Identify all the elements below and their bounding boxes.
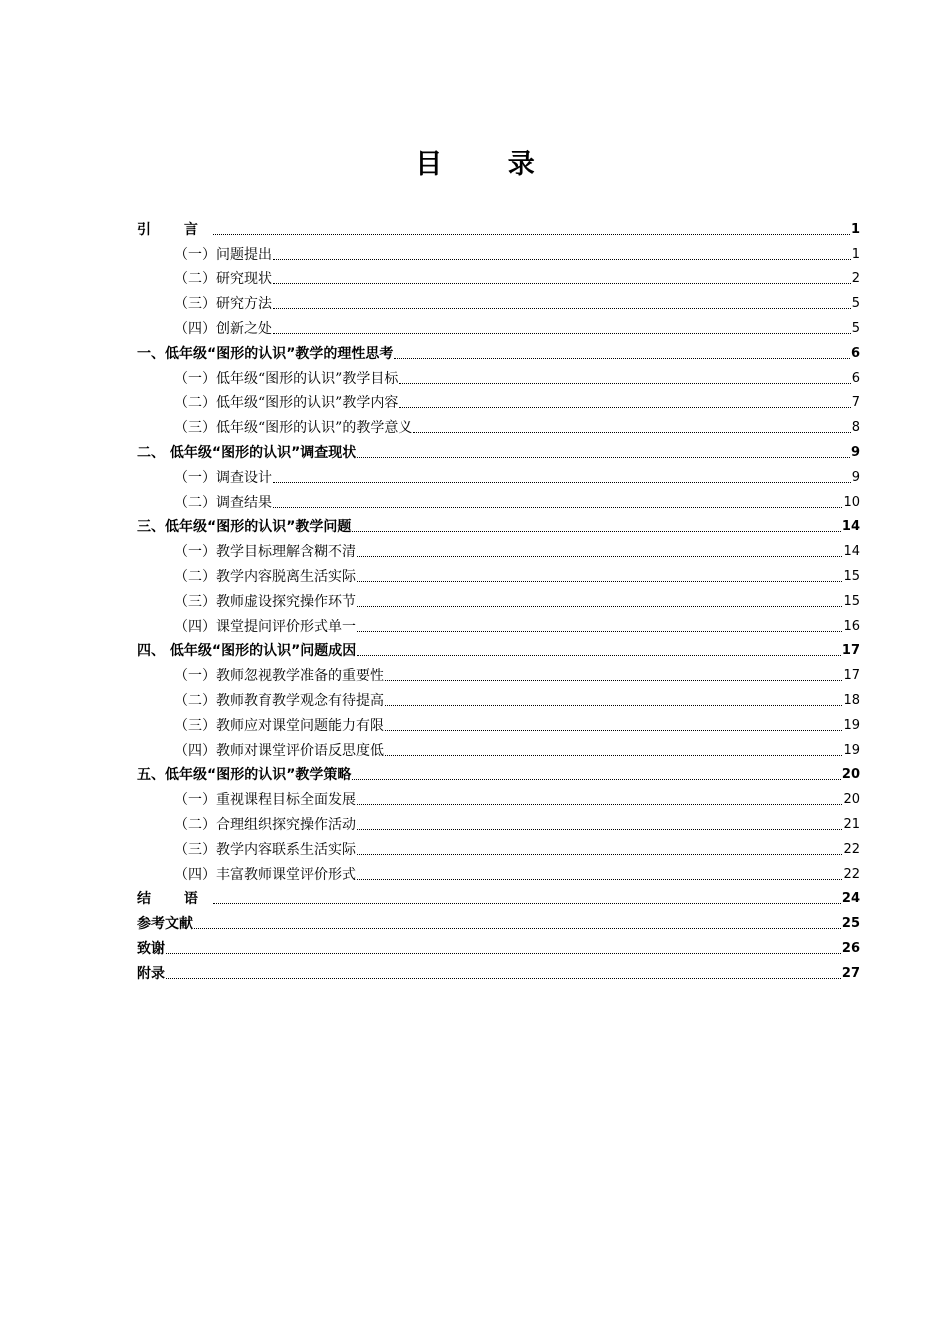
toc-entry-label: （二）研究现状 <box>174 271 272 288</box>
toc-entry[interactable] <box>137 933 860 958</box>
toc-leader-dots <box>357 581 842 582</box>
toc-entry-page-number: 24 <box>841 891 860 907</box>
toc-entry-page-number: 7 <box>851 395 860 411</box>
toc-leader-dots <box>166 978 841 979</box>
toc-leader-dots <box>352 779 841 780</box>
toc-entry[interactable] <box>137 288 860 313</box>
toc-entry-label: （一）问题提出 <box>174 246 272 263</box>
toc-entry-page-number: 20 <box>843 792 860 808</box>
toc-leader-dots <box>413 432 850 433</box>
toc-entry-page-number: 15 <box>843 593 860 609</box>
toc-entry-page-number: 1 <box>850 221 860 237</box>
toc-entry-page-number: 9 <box>851 469 860 485</box>
toc-entry-page-number: 9 <box>850 444 860 460</box>
toc-entry[interactable] <box>137 735 860 760</box>
toc-leader-dots <box>385 680 842 681</box>
toc-leader-dots <box>273 507 842 508</box>
toc-entry-label: 引 言 <box>137 221 212 238</box>
toc-leader-dots <box>357 879 842 880</box>
toc-entry-label: 一、低年级“图形的认识”教学的理性思考 <box>137 345 394 362</box>
toc-entry-page-number: 19 <box>843 742 860 758</box>
toc-entry[interactable] <box>137 412 860 437</box>
toc-entry-page-number: 19 <box>843 717 860 733</box>
toc-entry[interactable] <box>137 834 860 859</box>
toc-entry[interactable] <box>137 884 860 909</box>
toc-entry[interactable] <box>137 363 860 388</box>
toc-entry-label: （一）教师忽视教学准备的重要性 <box>174 668 384 685</box>
toc-entry[interactable] <box>137 239 860 264</box>
toc-leader-dots <box>357 556 842 557</box>
toc-entry-page-number: 26 <box>841 940 860 956</box>
toc-entry-label: （三）教师应对课堂问题能力有限 <box>174 717 384 734</box>
toc-entry[interactable] <box>137 958 860 983</box>
toc-entry-label: （二）调查结果 <box>174 494 272 511</box>
toc-leader-dots <box>385 730 842 731</box>
toc-entry-label: （二）教师教育教学观念有待提高 <box>174 692 384 709</box>
toc-entry-label: （一）低年级“图形的认识”教学目标 <box>174 370 399 387</box>
toc-entry-label: （三）研究方法 <box>174 296 272 313</box>
toc-entry-page-number: 8 <box>851 420 860 436</box>
toc-entry-page-number: 6 <box>850 345 860 361</box>
toc-entry[interactable] <box>137 536 860 561</box>
toc-entry[interactable] <box>137 859 860 884</box>
toc-leader-dots <box>394 358 850 359</box>
toc-entry-label: （二）合理组织探究操作活动 <box>174 816 356 833</box>
toc-leader-dots <box>352 531 841 532</box>
toc-entry[interactable] <box>137 437 860 462</box>
toc-leader-dots <box>357 631 842 632</box>
toc-entry-label: （三）低年级“图形的认识”的教学意义 <box>174 420 413 437</box>
toc-leader-dots <box>213 234 850 235</box>
toc-leader-dots <box>357 655 841 656</box>
toc-entry-label: （二）教学内容脱离生活实际 <box>174 568 356 585</box>
toc-leader-dots <box>357 854 842 855</box>
toc-entry-label: （三）教学内容联系生活实际 <box>174 841 356 858</box>
table-of-contents <box>137 214 860 983</box>
toc-entry-label: 四、 低年级“图形的认识”问题成因 <box>137 643 357 660</box>
toc-entry[interactable] <box>137 685 860 710</box>
toc-entry[interactable] <box>137 660 860 685</box>
toc-leader-dots <box>357 606 842 607</box>
toc-leader-dots <box>273 283 851 284</box>
toc-entry[interactable] <box>137 388 860 413</box>
toc-entry-label: 五、低年级“图形的认识”教学策略 <box>137 767 352 784</box>
toc-entry[interactable] <box>137 487 860 512</box>
toc-title: 目 录 <box>415 149 563 180</box>
toc-entry[interactable] <box>137 710 860 735</box>
toc-entry-page-number: 14 <box>841 519 860 535</box>
toc-leader-dots <box>385 755 842 756</box>
toc-entry-page-number: 10 <box>843 494 860 510</box>
toc-leader-dots <box>166 953 841 954</box>
toc-entry-label: 附录 <box>137 965 165 982</box>
toc-entry[interactable] <box>137 561 860 586</box>
toc-entry-label: （二）低年级“图形的认识”教学内容 <box>174 395 399 412</box>
toc-entry[interactable] <box>137 338 860 363</box>
toc-entry-page-number: 17 <box>841 643 860 659</box>
toc-entry[interactable] <box>137 313 860 338</box>
toc-entry-page-number: 14 <box>843 544 860 560</box>
toc-leader-dots <box>357 804 842 805</box>
toc-entry[interactable] <box>137 784 860 809</box>
toc-leader-dots <box>385 705 842 706</box>
toc-entry-page-number: 22 <box>843 866 860 882</box>
toc-entry-label: 三、低年级“图形的认识”教学问题 <box>137 519 352 536</box>
toc-entry[interactable] <box>137 264 860 289</box>
toc-entry-page-number: 25 <box>841 916 860 932</box>
toc-leader-dots <box>273 333 851 334</box>
toc-entry-page-number: 15 <box>843 568 860 584</box>
toc-entry-page-number: 5 <box>851 296 860 312</box>
toc-entry-label: （一）调查设计 <box>174 469 272 486</box>
toc-leader-dots <box>213 903 841 904</box>
toc-entry-label: （四）课堂提问评价形式单一 <box>174 618 356 635</box>
toc-entry-page-number: 27 <box>841 965 860 981</box>
toc-entry[interactable] <box>137 512 860 537</box>
toc-leader-dots <box>273 308 851 309</box>
toc-entry[interactable] <box>137 462 860 487</box>
toc-entry-label: （四）创新之处 <box>174 320 272 337</box>
toc-entry-label: 二、 低年级“图形的认识”调查现状 <box>137 444 357 461</box>
toc-leader-dots <box>357 457 850 458</box>
toc-entry[interactable] <box>137 611 860 636</box>
toc-entry-page-number: 16 <box>843 618 860 634</box>
toc-entry[interactable] <box>137 760 860 785</box>
toc-entry[interactable] <box>137 809 860 834</box>
toc-entry-label: （一）重视课程目标全面发展 <box>174 792 356 809</box>
toc-entry[interactable] <box>137 636 860 661</box>
toc-leader-dots <box>399 407 850 408</box>
toc-leader-dots <box>273 482 851 483</box>
toc-entry[interactable] <box>137 908 860 933</box>
toc-leader-dots <box>194 928 841 929</box>
toc-entry[interactable] <box>137 214 860 239</box>
toc-entry-label: （三）教师虚设探究操作环节 <box>174 593 356 610</box>
toc-entry-page-number: 1 <box>851 246 860 262</box>
toc-entry-page-number: 22 <box>843 841 860 857</box>
toc-entry[interactable] <box>137 586 860 611</box>
toc-entry-page-number: 17 <box>843 668 860 684</box>
toc-leader-dots <box>399 383 850 384</box>
toc-entry-label: 参考文献 <box>137 916 193 933</box>
toc-entry-page-number: 18 <box>843 692 860 708</box>
toc-entry-label: （四）教师对课堂评价语反思度低 <box>174 742 384 759</box>
toc-entry-page-number: 6 <box>851 370 860 386</box>
toc-entry-label: 结 语 <box>137 891 212 908</box>
toc-entry-page-number: 20 <box>841 767 860 783</box>
toc-entry-page-number: 5 <box>851 320 860 336</box>
toc-leader-dots <box>273 259 851 260</box>
toc-leader-dots <box>357 829 842 830</box>
toc-entry-label: （四）丰富教师课堂评价形式 <box>174 866 356 883</box>
toc-entry-page-number: 2 <box>851 271 860 287</box>
toc-entry-label: 致谢 <box>137 940 165 957</box>
toc-entry-label: （一）教学目标理解含糊不清 <box>174 544 356 561</box>
toc-entry-page-number: 21 <box>843 816 860 832</box>
